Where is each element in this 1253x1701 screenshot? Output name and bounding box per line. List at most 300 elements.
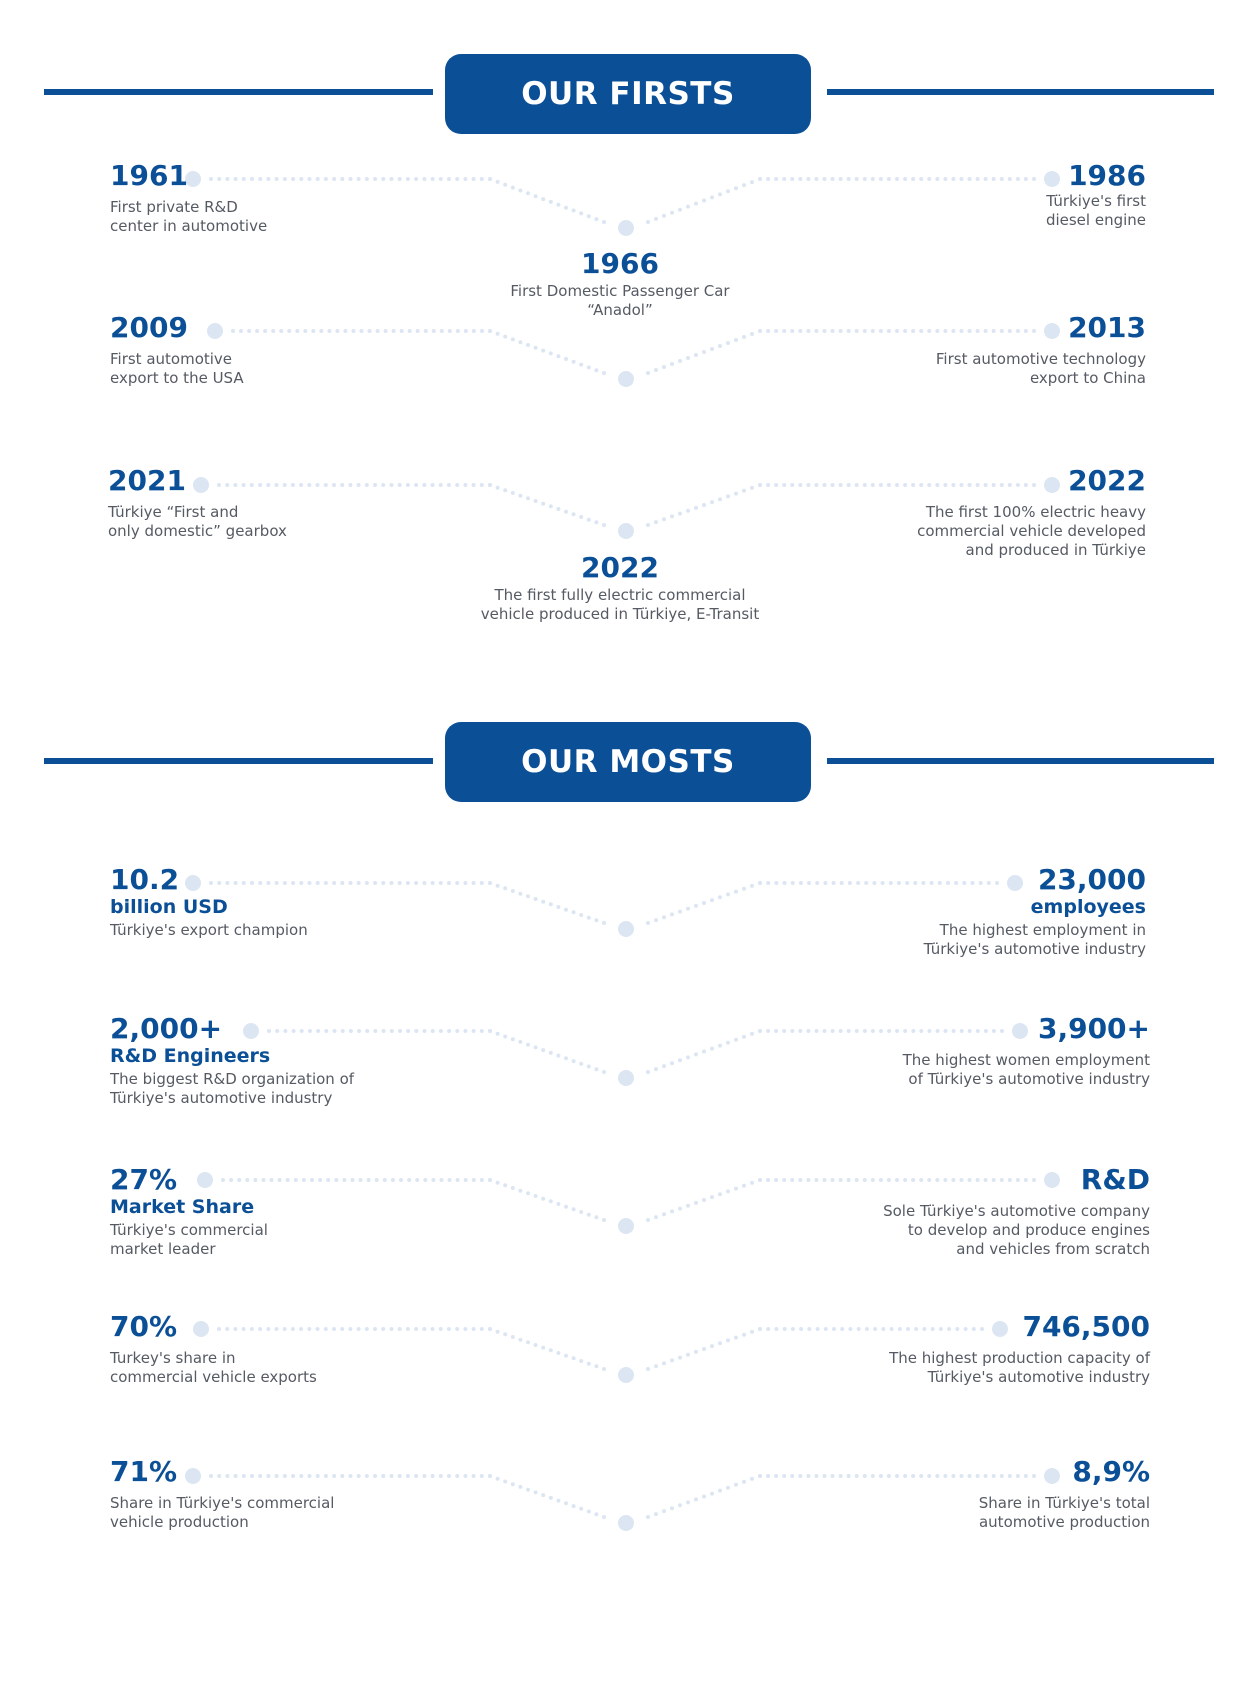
connector-dot xyxy=(534,1343,538,1347)
connector-dot xyxy=(572,1504,576,1508)
connector-dot xyxy=(678,359,682,363)
connector-dot xyxy=(439,1327,443,1331)
connector-dot xyxy=(694,1497,698,1501)
connector-dot xyxy=(670,1358,674,1362)
connector-dot xyxy=(541,1493,545,1497)
most-item-employees xyxy=(826,864,1146,959)
connector-dot xyxy=(556,1499,560,1503)
connector-dot xyxy=(654,520,658,524)
connector-dot xyxy=(774,1029,778,1033)
connector-dot xyxy=(774,483,778,487)
connector-dot xyxy=(439,483,443,487)
connector-dot xyxy=(587,916,591,920)
item-unit: R&D Engineers xyxy=(110,1045,271,1067)
connector-dot xyxy=(758,1178,762,1182)
connector-dot xyxy=(654,217,658,221)
connector-dot xyxy=(463,1029,467,1033)
connector-dot xyxy=(503,335,507,339)
connector-dot xyxy=(758,1029,762,1033)
connector-dot xyxy=(503,1035,507,1039)
item-unit: billion USD xyxy=(110,896,228,918)
connector-dot xyxy=(455,881,459,885)
connector-dot xyxy=(662,1361,666,1365)
connector-dot xyxy=(710,1492,714,1496)
connector-dot xyxy=(549,1348,553,1352)
connector-dot xyxy=(496,1032,500,1036)
connector-dot xyxy=(734,890,738,894)
connector-dot xyxy=(734,338,738,342)
connector-dot xyxy=(488,1474,492,1478)
connector-dot xyxy=(456,329,460,333)
connector-dot xyxy=(686,356,690,360)
connector-dot xyxy=(686,509,690,513)
connector-dot xyxy=(526,1340,530,1344)
connector-dot xyxy=(472,177,476,181)
connector-dot xyxy=(766,1029,770,1033)
connector-dot xyxy=(766,1178,770,1182)
connector-dot xyxy=(646,1367,650,1371)
connector-dot xyxy=(783,1327,787,1331)
connector-dot xyxy=(710,347,714,351)
connector-dot xyxy=(654,918,658,922)
connector-dot xyxy=(686,1500,690,1504)
connector-dot xyxy=(694,506,698,510)
timeline-node xyxy=(618,1515,634,1531)
connector-dot xyxy=(686,907,690,911)
connector-dot xyxy=(503,1480,507,1484)
connector-dot xyxy=(750,180,754,184)
connector-dot xyxy=(791,1327,795,1331)
connector-dot xyxy=(480,1029,484,1033)
connector-dot xyxy=(718,344,722,348)
connector-dot xyxy=(782,1474,786,1478)
connector-dot xyxy=(534,1490,538,1494)
connector-dot xyxy=(750,884,754,888)
most-item-market-share xyxy=(110,1164,430,1259)
connector-dot xyxy=(734,1336,738,1340)
connector-dot xyxy=(526,894,530,898)
connector-dot xyxy=(831,177,835,181)
connector-dot xyxy=(766,1474,770,1478)
first-item-1966 xyxy=(420,248,820,320)
connector-dot xyxy=(718,1341,722,1345)
connector-dot xyxy=(654,1067,658,1071)
connector-dot xyxy=(678,208,682,212)
connector-dot xyxy=(579,1062,583,1066)
connector-dot xyxy=(472,1178,476,1182)
connector-dot xyxy=(579,1210,583,1214)
connector-dot xyxy=(782,329,786,333)
connector-dot xyxy=(814,177,818,181)
item-description: The highest production capacity of Türkiye's automotive industry xyxy=(889,1349,1150,1386)
section-rule-left xyxy=(44,89,433,95)
connector-dot xyxy=(455,177,459,181)
item-value: 2013 xyxy=(1068,311,1146,344)
item-value: 8,9% xyxy=(1072,1455,1150,1488)
item-value: 1986 xyxy=(1068,159,1146,192)
connector-dot xyxy=(503,183,507,187)
connector-dot xyxy=(511,186,515,190)
connector-dot xyxy=(814,1474,818,1478)
connector-dot xyxy=(440,329,444,333)
connector-dot xyxy=(503,886,507,890)
connector-dot xyxy=(579,913,583,917)
connector-dot xyxy=(774,881,778,885)
connector-dot xyxy=(718,497,722,501)
connector-dot xyxy=(448,1178,452,1182)
connector-dot xyxy=(447,881,451,885)
connector-dot xyxy=(694,1201,698,1205)
connector-dot xyxy=(702,1050,706,1054)
connector-dot xyxy=(431,1474,435,1478)
timeline-node xyxy=(618,1070,634,1086)
connector-dot xyxy=(496,1330,500,1334)
connector-dot xyxy=(726,189,730,193)
item-value: 23,000 xyxy=(1037,863,1146,896)
connector-dot xyxy=(496,884,500,888)
item-description: The first 100% electric heavy commercial vehicle developed and produced in Türkiye xyxy=(917,503,1146,559)
connector-dot xyxy=(766,881,770,885)
connector-dot xyxy=(662,915,666,919)
connector-dot xyxy=(823,177,827,181)
connector-dot xyxy=(702,1198,706,1202)
connector-dot xyxy=(718,1044,722,1048)
connector-dot xyxy=(488,483,492,487)
item-description: First Domestic Passenger Car “Anadol” xyxy=(510,282,730,319)
connector-dot xyxy=(646,1070,650,1074)
connector-dot xyxy=(579,515,583,519)
connector-dot xyxy=(572,512,576,516)
connector-dot xyxy=(579,211,583,215)
connector-dot xyxy=(480,177,484,181)
connector-dot xyxy=(670,1061,674,1065)
connector-dot xyxy=(518,1189,522,1193)
timeline-node xyxy=(618,1218,634,1234)
connector-dot xyxy=(646,371,650,375)
connector-dot xyxy=(602,220,606,224)
connector-dot xyxy=(602,371,606,375)
connector-dot xyxy=(472,483,476,487)
connector-dot xyxy=(572,1059,576,1063)
item-value: 2022 xyxy=(581,551,659,584)
connector-dot xyxy=(511,337,515,341)
connector-dot xyxy=(602,1367,606,1371)
connector-dot xyxy=(831,483,835,487)
connector-dot xyxy=(646,523,650,527)
item-description: First automotive export to the USA xyxy=(110,350,244,387)
item-description: Türkiye's export champion xyxy=(110,921,308,939)
connector-dot xyxy=(807,881,811,885)
connector-dot xyxy=(511,1482,515,1486)
connector-dot xyxy=(587,1065,591,1069)
connector-dot xyxy=(742,1480,746,1484)
connector-dot xyxy=(488,1029,492,1033)
connector-dot xyxy=(718,1489,722,1493)
connector-dot xyxy=(670,362,674,366)
connector-dot xyxy=(526,1191,530,1195)
connector-dot xyxy=(503,1332,507,1336)
connector-dot xyxy=(790,1029,794,1033)
connector-dot xyxy=(710,1195,714,1199)
item-description: The highest employment in Türkiye's automotive industry xyxy=(923,921,1146,958)
connector-dot xyxy=(782,1029,786,1033)
connector-dot xyxy=(734,492,738,496)
connector-dot xyxy=(774,1327,778,1331)
connector-dot xyxy=(670,514,674,518)
connector-dot xyxy=(472,1029,476,1033)
connector-dot xyxy=(564,357,568,361)
connector-dot xyxy=(447,177,451,181)
connector-dot xyxy=(831,329,835,333)
connector-dot xyxy=(710,1047,714,1051)
most-item-women xyxy=(810,1013,1150,1089)
connector-dot xyxy=(480,1474,484,1478)
connector-dot xyxy=(594,918,598,922)
timeline-node xyxy=(618,523,634,539)
connector-dot xyxy=(455,1029,459,1033)
connector-dot xyxy=(750,1181,754,1185)
connector-dot xyxy=(556,905,560,909)
connector-dot xyxy=(654,368,658,372)
connector-dot xyxy=(549,504,553,508)
connector-dot xyxy=(496,486,500,490)
connector-dot xyxy=(646,1515,650,1519)
connector-dot xyxy=(463,1474,467,1478)
connector-dot xyxy=(587,365,591,369)
most-item-capacity xyxy=(810,1311,1150,1387)
connector-dot xyxy=(594,368,598,372)
timeline-node xyxy=(618,921,634,937)
item-description: Türkiye “First and only domestic” gearbox xyxy=(108,503,287,540)
connector-dot xyxy=(678,910,682,914)
connector-dot xyxy=(798,1029,802,1033)
connector-dot xyxy=(480,1178,484,1182)
item-value: 1966 xyxy=(581,247,659,280)
connector-dot xyxy=(766,483,770,487)
item-value: 2021 xyxy=(108,464,186,497)
connector-dot xyxy=(758,881,762,885)
connector-dot xyxy=(774,1474,778,1478)
connector-dot xyxy=(602,523,606,527)
connector-dot xyxy=(710,1344,714,1348)
connector-dot xyxy=(564,908,568,912)
item-value: 2022 xyxy=(1068,464,1146,497)
connector-dot xyxy=(440,1178,444,1182)
first-item-2021 xyxy=(108,465,408,541)
connector-dot xyxy=(814,483,818,487)
connector-dot xyxy=(424,329,428,333)
connector-dot xyxy=(594,1067,598,1071)
connector-dot xyxy=(587,518,591,522)
connector-dot xyxy=(564,1056,568,1060)
connector-dot xyxy=(587,1213,591,1217)
item-value: 2009 xyxy=(110,311,188,344)
connector-dot xyxy=(503,488,507,492)
connector-dot xyxy=(686,205,690,209)
connector-dot xyxy=(594,1215,598,1219)
connector-dot xyxy=(511,1037,515,1041)
connector-dot xyxy=(448,329,452,333)
connector-dot xyxy=(798,1474,802,1478)
most-item-export-share xyxy=(110,1311,430,1387)
connector-dot xyxy=(654,1215,658,1219)
connector-dot xyxy=(572,1207,576,1211)
connector-dot xyxy=(734,1187,738,1191)
connector-dot xyxy=(579,1359,583,1363)
connector-dot xyxy=(823,329,827,333)
connector-dot xyxy=(534,499,538,503)
connector-dot xyxy=(806,177,810,181)
connector-dot xyxy=(534,1194,538,1198)
connector-dot xyxy=(686,1204,690,1208)
connector-dot xyxy=(823,1474,827,1478)
item-value: 10.2 xyxy=(110,863,180,896)
connector-dot xyxy=(774,177,778,181)
first-item-2022-etransit xyxy=(420,552,820,624)
item-value: 1961 xyxy=(110,159,188,192)
connector-dot xyxy=(556,507,560,511)
connector-dot xyxy=(790,177,794,181)
connector-dot xyxy=(572,910,576,914)
connector-dot xyxy=(718,1192,722,1196)
connector-dot xyxy=(480,1327,484,1331)
connector-dot xyxy=(463,881,467,885)
connector-dot xyxy=(702,1347,706,1351)
connector-dot xyxy=(564,510,568,514)
connector-dot xyxy=(549,1051,553,1055)
connector-dot xyxy=(782,483,786,487)
first-item-1961 xyxy=(110,160,410,236)
item-description: Türkiye's commercial market leader xyxy=(110,1221,268,1258)
connector-dot xyxy=(750,1330,754,1334)
connector-dot xyxy=(758,483,762,487)
connector-dot xyxy=(464,1178,468,1182)
item-value: 2,000+ xyxy=(110,1012,223,1045)
connector-dot xyxy=(798,483,802,487)
connector-dot xyxy=(556,1202,560,1206)
connector-dot xyxy=(594,1364,598,1368)
connector-dot xyxy=(594,520,598,524)
connector-dot xyxy=(518,340,522,344)
connector-dot xyxy=(463,1327,467,1331)
connector-dot xyxy=(455,1327,459,1331)
connector-dot xyxy=(564,1501,568,1505)
connector-dot xyxy=(416,329,420,333)
first-item-2013 xyxy=(846,312,1146,388)
connector-dot xyxy=(702,350,706,354)
connector-dot xyxy=(439,1474,443,1478)
connector-dot xyxy=(662,365,666,369)
connector-dot xyxy=(556,1054,560,1058)
connector-dot xyxy=(526,496,530,500)
connector-dot xyxy=(654,1512,658,1516)
connector-dot xyxy=(799,1327,803,1331)
connector-dot xyxy=(564,1205,568,1209)
connector-dot xyxy=(431,177,435,181)
connector-dot xyxy=(726,341,730,345)
connector-dot xyxy=(839,329,843,333)
connector-dot xyxy=(511,889,515,893)
connector-dot xyxy=(526,1043,530,1047)
connector-dot xyxy=(791,881,795,885)
connector-dot xyxy=(662,214,666,218)
connector-dot xyxy=(710,500,714,504)
connector-dot xyxy=(694,353,698,357)
connector-dot xyxy=(694,1350,698,1354)
item-description: First private R&D center in automotive xyxy=(110,198,268,235)
connector-dot xyxy=(774,1178,778,1182)
most-item-total-share xyxy=(830,1456,1150,1532)
connector-dot xyxy=(798,1178,802,1182)
connector-dot xyxy=(496,1181,500,1185)
connector-dot xyxy=(702,199,706,203)
section-rule-left xyxy=(44,758,433,764)
connector-dot xyxy=(670,912,674,916)
connector-dot xyxy=(541,349,545,353)
connector-dot xyxy=(431,483,435,487)
connector-dot xyxy=(549,902,553,906)
connector-dot xyxy=(726,1041,730,1045)
connector-dot xyxy=(463,177,467,181)
connector-dot xyxy=(587,1362,591,1366)
connector-dot xyxy=(790,329,794,333)
connector-dot xyxy=(579,363,583,367)
connector-dot xyxy=(678,1503,682,1507)
item-unit: employees xyxy=(1030,896,1146,918)
connector-dot xyxy=(823,483,827,487)
connector-dot xyxy=(541,502,545,506)
connector-dot xyxy=(556,354,560,358)
connector-dot xyxy=(488,329,492,333)
item-value: 27% xyxy=(110,1163,178,1196)
connector-dot xyxy=(518,1485,522,1489)
connector-dot xyxy=(587,1510,591,1514)
connector-dot xyxy=(686,1055,690,1059)
connector-dot xyxy=(742,1184,746,1188)
connector-dot xyxy=(766,1327,770,1331)
connector-dot xyxy=(518,189,522,193)
connector-dot xyxy=(511,1186,515,1190)
connector-dot xyxy=(464,329,468,333)
connector-dot xyxy=(734,1483,738,1487)
connector-dot xyxy=(556,1351,560,1355)
first-item-2022-heavy xyxy=(846,465,1146,560)
connector-dot xyxy=(439,177,443,181)
most-item-rnd xyxy=(810,1164,1150,1259)
connector-dot xyxy=(447,1474,451,1478)
connector-dot xyxy=(766,177,770,181)
connector-dot xyxy=(488,881,492,885)
connector-dot xyxy=(556,203,560,207)
connector-dot xyxy=(814,329,818,333)
connector-dot xyxy=(422,177,426,181)
connector-dot xyxy=(806,483,810,487)
connector-dot xyxy=(662,1212,666,1216)
connector-dot xyxy=(431,1178,435,1182)
connector-dot xyxy=(564,1354,568,1358)
connector-dot xyxy=(710,898,714,902)
item-description: Türkiye's first diesel engine xyxy=(1045,192,1146,229)
connector-dot xyxy=(431,881,435,885)
connector-dot xyxy=(432,329,436,333)
item-description: The highest women employment of Türkiye's automotive industry xyxy=(902,1051,1150,1088)
connector-dot xyxy=(455,1474,459,1478)
connector-dot xyxy=(472,881,476,885)
connector-dot xyxy=(798,177,802,181)
connector-dot xyxy=(670,1209,674,1213)
connector-dot xyxy=(518,892,522,896)
connector-dot xyxy=(726,1338,730,1342)
